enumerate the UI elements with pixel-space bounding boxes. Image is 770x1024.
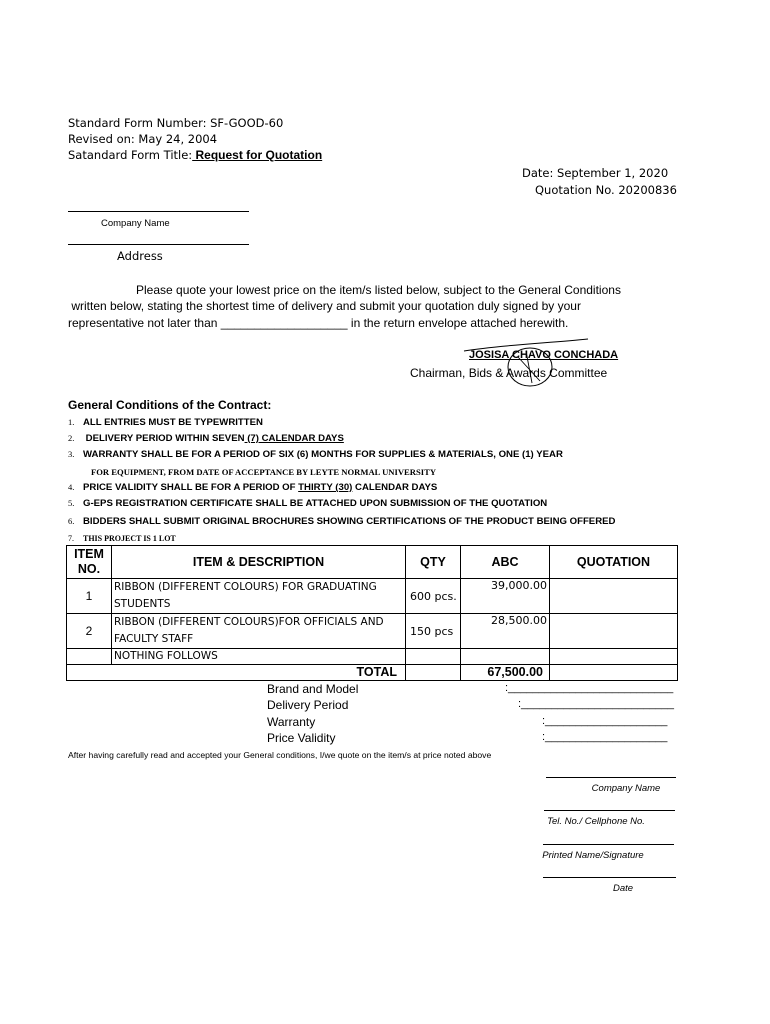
brand-model-field[interactable]: :___________________________ [505, 682, 674, 694]
tel-sign-label: Tel. No./ Cellphone No. [547, 816, 645, 827]
item-number: 2 [67, 614, 112, 649]
delivery-period-label: Delivery Period [267, 698, 349, 712]
condition-3-continued: FOR EQUIPMENT, FROM DATE OF ACCEPTANCE BY LEYTE NORMAL UNIVERSITY [91, 467, 437, 477]
header-abc: ABC [461, 546, 550, 579]
printed-name-sign-label: Printed Name/Signature [542, 850, 644, 861]
revised-date: Revised on: May 24, 2004 [68, 132, 218, 146]
items-table [66, 545, 678, 681]
condition-7: 7. THIS PROJECT IS 1 LOT [68, 534, 176, 543]
nothing-follows-row [67, 649, 678, 665]
item-number: 1 [67, 579, 112, 614]
quotation-number: Quotation No. 20200836 [535, 183, 677, 197]
condition-2: 2. DELIVERY PERIOD WITHIN SEVEN (7) CALENDAR DAYS [68, 433, 344, 444]
company-name-label: Company Name [101, 218, 170, 229]
item-abc: 28,500.00 [461, 614, 550, 649]
total-label: TOTAL [67, 665, 406, 681]
item-qty: 150 pcs [406, 614, 461, 649]
total-value: 67,500.00 [461, 665, 550, 681]
warranty-label: Warranty [267, 715, 316, 729]
form-title: Request for Quotation [192, 148, 323, 162]
company-name-sign-label: Company Name [591, 783, 661, 794]
chairman-title: Chairman, Bids & Awards Committee [410, 366, 608, 380]
item-description: RIBBON (DIFFERENT COLOURS) FOR GRADUATING STUDENTS [112, 579, 406, 614]
document-date: Date: September 1, 2020 [522, 166, 669, 180]
header-item-no: ITEM NO. [67, 546, 112, 579]
total-row [67, 665, 678, 681]
table-row [67, 579, 678, 614]
intro-line-3-b: in the return envelope attached herewith. [347, 316, 569, 330]
table-row [67, 614, 678, 649]
date-sign-line[interactable] [543, 877, 676, 878]
price-validity-field[interactable]: :____________________ [542, 731, 668, 743]
nothing-follows: NOTHING FOLLOWS [112, 649, 406, 665]
delivery-period-field[interactable]: :_________________________ [518, 698, 674, 710]
brand-model-label: Brand and Model [267, 682, 359, 696]
header-quotation: QUOTATION [550, 546, 678, 579]
condition-6: 6. BIDDERS SHALL SUBMIT ORIGINAL BROCHURES SHOWING CERTIFICATIONS OF THE PRODUCT BEING OFFERED [68, 516, 616, 527]
form-title-prefix: Satandard Form Title: [68, 148, 193, 162]
header-qty: QTY [406, 546, 461, 579]
item-abc: 39,000.00 [461, 579, 550, 614]
date-sign-label: Date [612, 883, 634, 894]
conditions-heading: General Conditions of the Contract: [68, 398, 272, 412]
header-description: ITEM & DESCRIPTION [112, 546, 406, 579]
condition-3: 3. WARRANTY SHALL BE FOR A PERIOD OF SIX (6) MONTHS FOR SUPPLIES & MATERIALS, ONE (1) YEAR [68, 449, 563, 460]
intro-line-2: written below, stating the shortest time of delivery and submit your quotation duly signed by your [68, 299, 581, 313]
form-number: Standard Form Number: SF-GOOD-60 [68, 116, 284, 130]
chairman-name: JOSISA CHAVO CONCHADA [469, 349, 619, 361]
form-title-line [68, 148, 322, 162]
printed-name-sign-line[interactable] [543, 844, 674, 845]
intro-line-1: Please quote your lowest price on the item/s listed below, subject to the General Conditions [136, 283, 621, 297]
company-name-line [68, 211, 249, 212]
item-qty: 600 pcs. [406, 579, 461, 614]
item-description: RIBBON (DIFFERENT COLOURS)FOR OFFICIALS AND FACULTY STAFF [112, 614, 406, 649]
table-header-row [67, 546, 678, 579]
item-quotation-cell[interactable] [550, 579, 678, 614]
condition-5: 5. G-EPS REGISTRATION CERTIFICATE SHALL BE ATTACHED UPON SUBMISSION OF THE QUOTATION [68, 498, 548, 509]
tel-sign-line[interactable] [544, 810, 675, 811]
condition-4: 4. PRICE VALIDITY SHALL BE FOR A PERIOD OF THIRTY (30) CALENDAR DAYS [68, 482, 438, 493]
signature-mark [460, 337, 620, 389]
acceptance-statement: After having carefully read and accepted your General conditions, I/we quote on the item/s at price noted above [68, 750, 492, 760]
address-line [68, 244, 249, 245]
company-name-sign-line[interactable] [546, 777, 676, 778]
address-label: Address [117, 249, 163, 263]
deadline-blank: ___________________ [220, 316, 348, 330]
price-validity-label: Price Validity [267, 731, 336, 745]
item-quotation-cell[interactable] [550, 614, 678, 649]
condition-1: 1. ALL ENTRIES MUST BE TYPEWRITTEN [68, 417, 263, 428]
warranty-field[interactable]: :____________________ [542, 715, 668, 727]
intro-line-3 [68, 316, 568, 330]
intro-line-3-a: representative not later than [68, 316, 221, 330]
